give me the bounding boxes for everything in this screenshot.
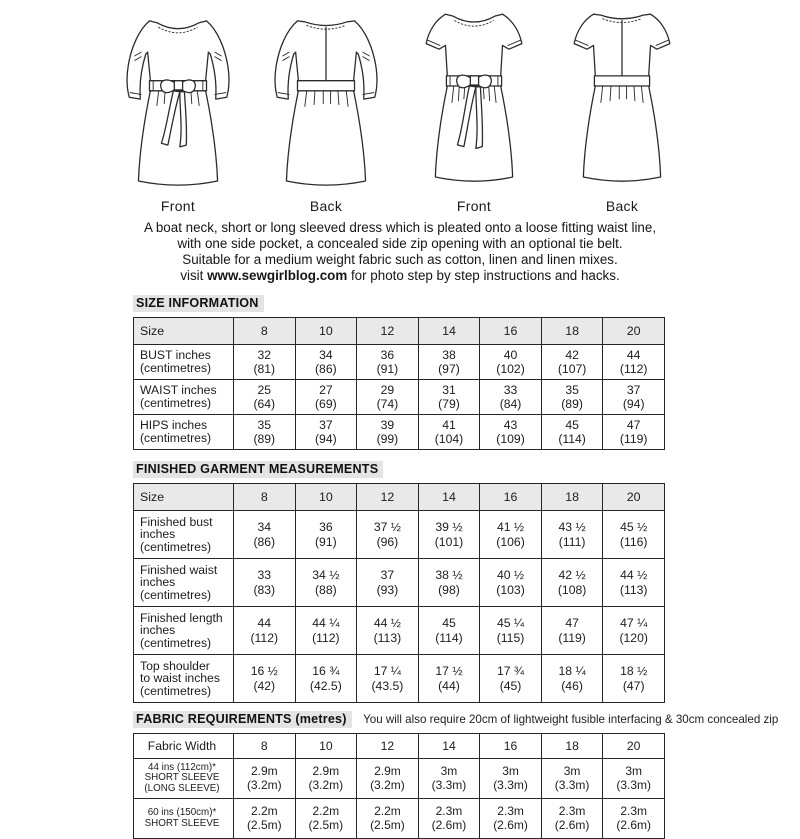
measurement-cell: 37 ½ (96): [357, 511, 419, 559]
figure-long-sleeve-front: [109, 3, 247, 214]
table-row: [134, 655, 665, 703]
row-label: Finished waist inches (centimetres): [134, 559, 234, 607]
visit-text: visit: [180, 268, 208, 283]
measurement-cell: 39 ½ (101): [418, 511, 480, 559]
row-label: WAIST inches (centimetres): [134, 380, 234, 415]
size-column-header: 10: [295, 484, 357, 511]
measurement-cell: 17 ¾ (45): [480, 655, 542, 703]
measurement-cell: 25 (64): [234, 380, 296, 415]
description-line: [0, 268, 800, 284]
fabric-requirements-table: [133, 733, 665, 839]
table-header-row: [134, 484, 665, 511]
measurement-cell: 2.3m (2.6m): [603, 799, 665, 839]
measurement-cell: 33 (84): [480, 380, 542, 415]
measurement-cell: 2.2m (2.5m): [295, 799, 357, 839]
table-row: [134, 799, 665, 839]
figure-short-sleeve-front: [405, 0, 543, 214]
description-line: with one side pocket, a concealed side zip opening with an optional tie belt.: [177, 236, 623, 251]
figure-label: Back: [605, 198, 639, 214]
size-column-header: 20: [603, 484, 665, 511]
measurement-cell: 17 ¼ (43.5): [357, 655, 419, 703]
measurement-cell: 43 ½ (111): [541, 511, 603, 559]
measurement-cell: 42 (107): [541, 345, 603, 380]
figure-long-sleeve-back: [257, 3, 395, 214]
description-line: Suitable for a medium weight fabric such as cotton, linen and linen mixes.: [182, 252, 618, 267]
measurement-cell: 37 (94): [603, 380, 665, 415]
measurement-cell: 42 ½ (108): [541, 559, 603, 607]
measurement-cell: 33 (83): [234, 559, 296, 607]
measurement-cell: 3m (3.3m): [603, 759, 665, 799]
measurement-cell: 45 ½ (116): [603, 511, 665, 559]
dress-front-long-sleeve-illustration: [109, 3, 247, 197]
measurement-cell: 2.9m (3.2m): [295, 759, 357, 799]
measurement-cell: 43 (109): [480, 415, 542, 450]
fabric-requirements-section-heading: [133, 710, 779, 728]
measurement-cell: 41 (104): [418, 415, 480, 450]
measurement-cell: 45 ¼ (115): [480, 607, 542, 655]
measurement-cell: 34 ½ (88): [295, 559, 357, 607]
measurement-cell: 45 (114): [418, 607, 480, 655]
measurement-cell: 32 (81): [234, 345, 296, 380]
measurement-cell: 29 (74): [357, 380, 419, 415]
row-label: Finished length inches (centimetres): [134, 607, 234, 655]
table-row: [134, 607, 665, 655]
tables-column: [133, 294, 779, 839]
measurement-cell: 2.9m (3.2m): [357, 759, 419, 799]
size-column-header: 12: [357, 734, 419, 759]
measurement-cell: 37 (93): [357, 559, 419, 607]
measurement-cell: 16 ¾ (42.5): [295, 655, 357, 703]
dress-illustrations: [0, 0, 800, 214]
size-column-header: 10: [295, 734, 357, 759]
measurement-cell: 31 (79): [418, 380, 480, 415]
dress-back-long-sleeve-illustration: [257, 3, 395, 197]
row-header-label: Size: [134, 484, 234, 511]
measurement-cell: 47 (119): [603, 415, 665, 450]
size-column-header: 14: [418, 318, 480, 345]
figure-label: Back: [309, 198, 343, 214]
measurement-cell: 39 (99): [357, 415, 419, 450]
fabric-requirements-note: You will also require 20cm of lightweight fusible interfacing & 30cm concealed zip: [363, 713, 779, 726]
measurement-cell: 35 (89): [234, 415, 296, 450]
measurement-cell: 3m (3.3m): [541, 759, 603, 799]
row-label: HIPS inches (centimetres): [134, 415, 234, 450]
pattern-description: [0, 220, 800, 284]
dress-back-short-sleeve-illustration: [553, 0, 691, 197]
measurement-cell: 34 (86): [234, 511, 296, 559]
measurement-cell: 37 (94): [295, 415, 357, 450]
table-row: [134, 511, 665, 559]
measurement-cell: 44 ¼ (112): [295, 607, 357, 655]
figure-label: Front: [160, 198, 196, 214]
description-line: A boat neck, short or long sleeved dress which is pleated onto a loose fitting waist line,: [143, 220, 657, 235]
measurement-cell: 2.3m (2.6m): [480, 799, 542, 839]
dress-front-short-sleeve-illustration: [405, 0, 543, 197]
table-row: [134, 345, 665, 380]
table-row: [134, 380, 665, 415]
finished-garment-section-heading: [133, 460, 665, 478]
measurement-cell: 44 (112): [234, 607, 296, 655]
size-column-header: 16: [480, 734, 542, 759]
measurement-cell: 2.3m (2.6m): [418, 799, 480, 839]
website-url: www.sewgirlblog.com: [207, 268, 348, 283]
size-column-header: 12: [357, 318, 419, 345]
measurement-cell: 2.9m (3.2m): [234, 759, 296, 799]
table-row: [134, 559, 665, 607]
measurement-cell: 2.2m (2.5m): [357, 799, 419, 839]
measurement-cell: 2.3m (2.6m): [541, 799, 603, 839]
measurement-cell: 44 (112): [603, 345, 665, 380]
measurement-cell: 2.2m (2.5m): [234, 799, 296, 839]
measurement-cell: 36 (91): [295, 511, 357, 559]
measurement-cell: 18 ¼ (46): [541, 655, 603, 703]
row-header-label: Size: [134, 318, 234, 345]
measurement-cell: 27 (69): [295, 380, 357, 415]
measurement-cell: 44 ½ (113): [603, 559, 665, 607]
measurement-cell: 36 (91): [357, 345, 419, 380]
row-label: BUST inches (centimetres): [134, 345, 234, 380]
table-header-row: [134, 734, 665, 759]
size-column-header: 8: [234, 734, 296, 759]
measurement-cell: 34 (86): [295, 345, 357, 380]
measurement-cell: 17 ½ (44): [418, 655, 480, 703]
measurement-cell: 38 (97): [418, 345, 480, 380]
size-information-heading: SIZE INFORMATION: [133, 295, 264, 312]
visit-text-suffix: for photo step by step instructions and hacks.: [347, 268, 620, 283]
measurement-cell: 35 (89): [541, 380, 603, 415]
table-header-row: [134, 318, 665, 345]
measurement-cell: 16 ½ (42): [234, 655, 296, 703]
measurement-cell: 40 ½ (103): [480, 559, 542, 607]
row-label: 44 ins (112cm)* SHORT SLEEVE (LONG SLEEVE): [134, 759, 234, 799]
size-column-header: 16: [480, 484, 542, 511]
size-information-table: [133, 317, 665, 450]
finished-garment-table: [133, 483, 665, 703]
measurement-cell: 40 (102): [480, 345, 542, 380]
size-column-header: 20: [603, 734, 665, 759]
measurement-cell: 3m (3.3m): [418, 759, 480, 799]
size-column-header: 14: [418, 484, 480, 511]
measurement-cell: 47 (119): [541, 607, 603, 655]
table-row: [134, 415, 665, 450]
measurement-cell: 47 ¼ (120): [603, 607, 665, 655]
fabric-requirements-heading: FABRIC REQUIREMENTS (metres): [133, 711, 352, 728]
size-column-header: 18: [541, 484, 603, 511]
table-row: [134, 759, 665, 799]
measurement-cell: 45 (114): [541, 415, 603, 450]
figure-short-sleeve-back: [553, 0, 691, 214]
finished-garment-heading: FINISHED GARMENT MEASUREMENTS: [133, 461, 383, 478]
size-column-header: 20: [603, 318, 665, 345]
size-column-header: 8: [234, 484, 296, 511]
row-label: 60 ins (150cm)* SHORT SLEEVE: [134, 799, 234, 839]
size-column-header: 10: [295, 318, 357, 345]
size-column-header: 12: [357, 484, 419, 511]
row-label: Top shoulder to waist inches (centimetres): [134, 655, 234, 703]
measurement-cell: 44 ½ (113): [357, 607, 419, 655]
measurement-cell: 41 ½ (106): [480, 511, 542, 559]
size-column-header: 18: [541, 734, 603, 759]
size-column-header: 8: [234, 318, 296, 345]
measurement-cell: 18 ½ (47): [603, 655, 665, 703]
measurement-cell: 38 ½ (98): [418, 559, 480, 607]
row-header-label: Fabric Width: [134, 734, 234, 759]
size-information-section-heading: [133, 294, 665, 312]
figure-label: Front: [456, 198, 492, 214]
size-column-header: 18: [541, 318, 603, 345]
size-column-header: 14: [418, 734, 480, 759]
size-column-header: 16: [480, 318, 542, 345]
measurement-cell: 3m (3.3m): [480, 759, 542, 799]
row-label: Finished bust inches (centimetres): [134, 511, 234, 559]
